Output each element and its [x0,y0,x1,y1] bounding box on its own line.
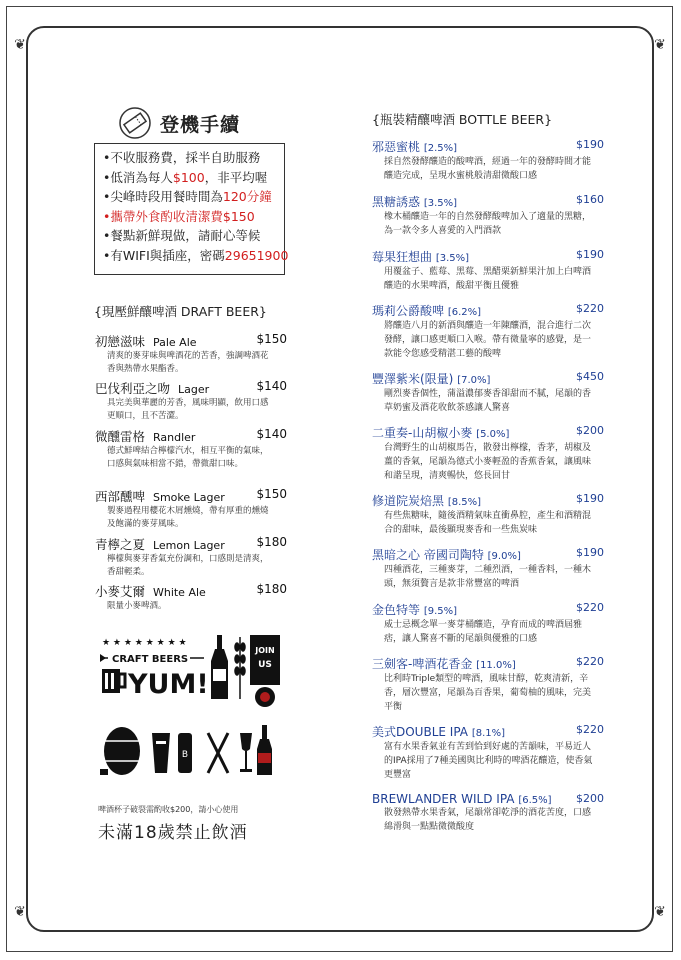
bottle-beer-item [372,138,604,183]
corner-ornament-icon: ❦ [14,37,26,53]
bottle-beer-name: 黑暗之心 帝國司陶特 [9.0%] [372,548,521,562]
bottle-beer-item [372,655,604,714]
draft-beer-name: 初戀滋味 Pale Ale [95,334,197,349]
bottle-beer-price: $190 [576,248,604,261]
draft-beer-name: 微醺雷格 Randler [95,429,196,444]
bottle-beer-name: 黑糖誘惑 [3.5%] [372,195,458,209]
bottle-beer-name: BREWLANDER WILD IPA [6.5%] [372,792,552,806]
bottle-beer-price: $200 [576,424,604,437]
bottle-beer-price: $190 [576,138,604,151]
age-warning: 未滿18歲禁止飲酒 [98,823,248,843]
bottle-beer-item [372,370,604,415]
bottle-beer-name: 瑪莉公爵酸啤 [6.2%] [372,304,482,318]
bottle-beer-desc: 散發熱帶水果香氣，尾韻常卻乾淨的酒花苦度，口感綿滑與一點點微微酸度 [384,808,592,832]
rule-line: •餐點新鮮現做，請耐心等候 [103,228,261,243]
draft-beer-item [95,427,287,470]
bottle-beer-desc: 威士忌概念單一麥芽桶釀造，孕育而成的啤酒屆雅痞，讓人驚喜不斷的尾韻與優雅的口感 [384,620,583,644]
corner-ornament-icon: ❦ [654,904,666,920]
bottle-beer-item [372,302,604,361]
draft-heading: {現壓鮮釀啤酒 DRAFT BEER} [94,304,267,319]
draft-beer-item [95,535,287,578]
bottle-beer-price: $190 [576,546,604,559]
draft-beer-desc: 清爽的麥芽味與啤酒花的苦香，強調啤酒花香與熱帶水果酯香。 [107,351,269,374]
bottle-beer-price: $200 [576,792,604,805]
bottle-beer-item [372,601,604,646]
bottle-beer-desc: 台灣野生的山胡椒馬告，散發出檸檬，香茅，胡椒及薑的香氣，尾韻為德式小麥輕盈的香蕉香氣，讓風味和諧呈現，清爽暢快，悠長回甘 [384,443,592,481]
bottle-beer-name: 三劍客-啤酒花香金 [11.0%] [372,657,516,671]
draft-beer-desc: 製麥過程用櫻花木屑燻燒，帶有厚重的燻燒及飽滿的麥芽風味。 [107,506,269,529]
bottle-beer-desc: 採自然發酵釀造的酸啤酒，經過一年的發酵時間才能釀造完成，呈現水蜜桃般清甜微酸口感 [384,157,592,181]
bottle-beer-price: $220 [576,655,604,668]
bottle-beer-price: $190 [576,492,604,505]
bottle-beer-desc: 橡木桶釀造一年的自然發酵酸啤加入了適量的黑糖，為一款令多人喜愛的入門酒款 [384,212,592,236]
craft-beers-text: CRAFT BEERS [112,654,189,665]
bottle-beer-name: 莓果狂想曲 [3.5%] [372,250,470,264]
bottle-beer-item [372,424,604,483]
draft-beer-desc: 具完美與華麗的芳香，風味明顯，飲用口感更順口，且不苦澀。 [107,398,269,421]
bottle-beer-name: 金色特等 [9.5%] [372,603,458,617]
craft-beer-illustration [100,633,285,783]
draft-beer-name: 西部醺啤 Smoke Lager [95,489,225,504]
bottle-beer-desc: 富有水果香氣並有苦到恰到好處的苦韻味，平易近人的IPA採用了7種美國與比利時的啤酒花釀造，使香氣更豐富 [384,742,593,780]
draft-beer-item [95,332,287,375]
bottle-beer-item [372,723,604,782]
bottle-beer-desc: 將釀造八月的新酒與釀造一年陳釀酒，混合進行二次發酵，讓口感更順口入喉。帶有微量寧的感覺，是一款能令您感受精湛工藝的酸啤 [384,321,592,359]
corner-ornament-icon: ❦ [14,904,26,920]
draft-beer-price: $150 [256,487,287,501]
beer-mug-icon [102,669,125,693]
bottle-beer-name: 修道院炭焙黑 [8.5%] [372,494,482,508]
bottle-beer-price: $450 [576,370,604,383]
draft-beer-price: $150 [256,332,287,346]
bottle-beer-name: 二重奏-山胡椒小麥 [5.0%] [372,426,510,440]
bottle-beer-price: $160 [576,193,604,206]
bottle-beer-name: 邪惡蜜桃 [2.5%] [372,140,458,154]
svg-text:US: US [258,660,272,670]
bottle-beer-item [372,492,604,537]
shaker-icon [178,733,192,773]
registration-header [118,106,240,140]
registration-title: 登機手續 [160,113,241,136]
draft-beer-desc: 德式鮮啤結合檸檬汽水，相互平衡的氣味，口感與氣味相當不錯，帶微甜口味。 [107,446,269,469]
bottle-beer-price: $220 [576,723,604,736]
rule-line: •尖峰時段用餐時間為120分鐘 [103,189,272,204]
bottle-beer-desc: 四種酒花，三種麥芽，二種烈酒，一種香料，一種木頭，無須贅言是款非常豐富的啤酒 [384,565,592,589]
draft-beer-name: 青檸之夏 Lemon Lager [95,537,225,552]
bottle-beer-desc: 有些焦糖味，隨後酒精氣味直衝鼻腔，產生和酒精混合的甜味，最後顯現麥香和一些焦炭味 [384,511,592,535]
fork-knife-icon [208,733,228,773]
stars-row: ★ ★ ★ ★ ★ ★ ★ ★ [102,638,187,648]
bottle-beer-item [372,792,604,834]
glass-damage-note: 啤酒杯子破裂需酌收$200，請小心使用 [98,805,239,814]
draft-beer-name: 巴伐利亞之吻 Lager [95,381,210,396]
bottle-beer-item [372,193,604,238]
barrel-icon [100,727,140,775]
bottle-heading: {瓶裝精釀啤酒 BOTTLE BEER} [372,112,553,127]
bottle-beer-desc: 用覆盆子、藍莓、黑莓、黑醋栗新鮮果汁加上白啤酒釀造的水果啤酒，酸甜平衡且優雅 [384,267,592,291]
rule-line: •低消為每人$100，非平均喔 [103,169,268,185]
draft-beer-item [95,487,287,530]
bottle-beer-desc: 比利時Triple類型的啤酒，風味甘醇，乾爽清新，辛香，層次豐富，尾韻為百香果，葡萄柚的風味，完美平衡 [384,674,592,712]
bottle-beer-desc: 剛烈麥香個性，蒲溢濃郁麥香卻甜而不膩，尾韻的香草奶蜜及酒花收飲茶感讓人驚喜 [384,389,592,413]
bottle-beer-price: $220 [576,302,604,315]
rule-line: •攜帶外食酌收清潔費$150 [103,208,255,224]
bottle-beer-name: 美式DOUBLE IPA [8.1%] [372,725,506,739]
bottle-beer-name: 豐澤紫米(限量) [7.0%] [372,372,491,386]
bottle-beer-item [372,546,604,591]
wine-icon [240,725,272,775]
bottle-beer-price: $220 [576,601,604,614]
ticket-icon [118,106,152,140]
draft-beer-price: $180 [256,535,287,549]
join-us-sign [250,635,280,707]
draft-beer-desc: 限量小麥啤酒。 [107,601,167,611]
draft-beer-name: 小麥艾爾 White Ale [95,584,206,599]
draft-beer-price: $140 [256,427,287,441]
draft-beer-item [95,582,287,613]
rule-line: •有WIFI與插座，密碼29651900 [103,247,289,263]
beer-glass-icon [152,733,170,773]
draft-beer-desc: 檸檬與麥芽香氣充份調和，口感則是清爽，香甜輕柔。 [107,554,269,577]
draft-beer-price: $140 [256,379,287,393]
draft-beer-item [95,379,287,422]
corner-ornament-icon: ❦ [654,37,666,53]
beer-bottle-icon [211,635,228,699]
wheat-icon [235,637,245,699]
yum-text: YUM! [128,669,209,700]
svg-text:JOIN: JOIN [255,646,275,655]
bottle-beer-item [372,248,604,293]
svg-text:B: B [181,750,189,760]
draft-beer-price: $180 [256,582,287,596]
rules-box [94,143,289,275]
rule-line: •不收服務費，採半自助服務 [103,150,261,165]
